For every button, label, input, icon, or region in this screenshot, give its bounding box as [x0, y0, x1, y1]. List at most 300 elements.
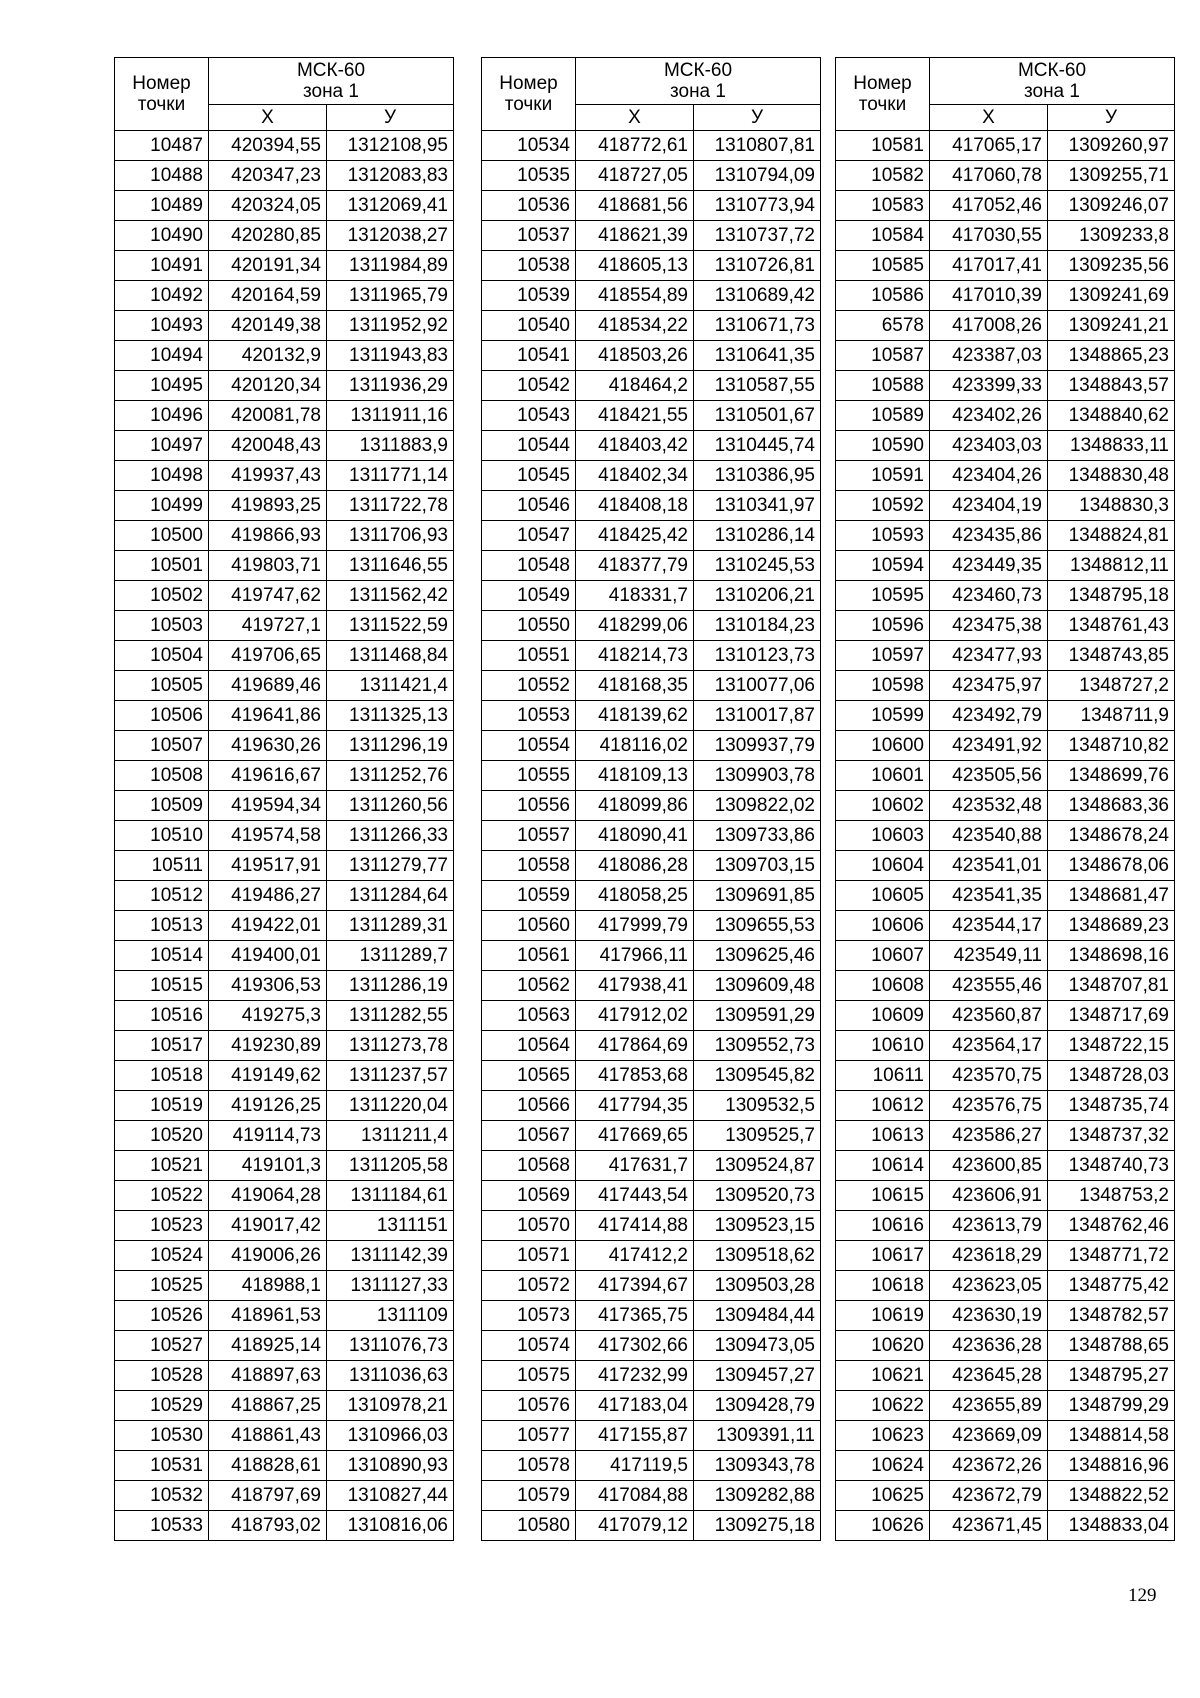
point-number-cell: 10523	[115, 1211, 209, 1241]
table-row	[482, 371, 821, 401]
table-row	[115, 911, 454, 941]
x-coordinate-cell: 418503,26	[576, 341, 694, 371]
table-row	[115, 941, 454, 971]
table-row	[115, 1241, 454, 1271]
x-coordinate-cell: 417999,79	[576, 911, 694, 941]
x-coordinate-cell: 418116,02	[576, 731, 694, 761]
y-coordinate-cell: 1348840,62	[1048, 401, 1175, 431]
y-coordinate-cell: 1311289,31	[327, 911, 454, 941]
table-row	[836, 761, 1175, 791]
y-coordinate-cell: 1311076,73	[327, 1331, 454, 1361]
table-row	[115, 581, 454, 611]
x-coordinate-cell: 423586,27	[930, 1121, 1048, 1151]
point-number-cell: 10610	[836, 1031, 930, 1061]
x-coordinate-cell: 423655,89	[930, 1391, 1048, 1421]
y-coordinate-cell: 1310123,73	[694, 641, 821, 671]
x-coordinate-cell: 420280,85	[209, 221, 327, 251]
point-number-cell: 10578	[482, 1451, 576, 1481]
y-coordinate-cell: 1348761,43	[1048, 611, 1175, 641]
table-row	[482, 341, 821, 371]
y-coordinate-cell: 1310017,87	[694, 701, 821, 731]
table-row	[836, 1361, 1175, 1391]
table-row	[482, 791, 821, 821]
y-coordinate-cell: 1309233,8	[1048, 221, 1175, 251]
table-row	[836, 611, 1175, 641]
y-coordinate-cell: 1309691,85	[694, 881, 821, 911]
table-row	[836, 1421, 1175, 1451]
table-row	[115, 1451, 454, 1481]
point-number-cell: 10624	[836, 1451, 930, 1481]
table-row	[115, 371, 454, 401]
x-coordinate-cell: 418925,14	[209, 1331, 327, 1361]
point-number-cell: 10571	[482, 1241, 576, 1271]
y-coordinate-cell: 1311266,33	[327, 821, 454, 851]
table-row	[482, 641, 821, 671]
point-number-cell: 10553	[482, 701, 576, 731]
point-number-cell: 10534	[482, 131, 576, 161]
table-row	[115, 1331, 454, 1361]
point-number-cell: 10606	[836, 911, 930, 941]
x-coordinate-cell: 419594,34	[209, 791, 327, 821]
x-coordinate-cell: 423387,03	[930, 341, 1048, 371]
point-number-cell: 10607	[836, 941, 930, 971]
point-number-cell: 10517	[115, 1031, 209, 1061]
table-row	[482, 1421, 821, 1451]
x-coordinate-cell: 419866,93	[209, 521, 327, 551]
table-row	[836, 191, 1175, 221]
x-coordinate-cell: 423564,17	[930, 1031, 1048, 1061]
table-row	[482, 1511, 821, 1541]
table-row	[836, 1061, 1175, 1091]
table-row	[836, 521, 1175, 551]
point-number-cell: 10521	[115, 1151, 209, 1181]
x-coordinate-cell: 420149,38	[209, 311, 327, 341]
y-coordinate-cell: 1311220,04	[327, 1091, 454, 1121]
y-coordinate-cell: 1309275,18	[694, 1511, 821, 1541]
x-coordinate-cell: 423544,17	[930, 911, 1048, 941]
y-coordinate-cell: 1309484,44	[694, 1301, 821, 1331]
table-row	[836, 1091, 1175, 1121]
y-coordinate-cell: 1309235,56	[1048, 251, 1175, 281]
point-number-cell: 10569	[482, 1181, 576, 1211]
y-coordinate-cell: 1309609,48	[694, 971, 821, 1001]
table-row	[115, 401, 454, 431]
table-row	[836, 221, 1175, 251]
y-coordinate-cell: 1309255,71	[1048, 161, 1175, 191]
y-coordinate-cell: 1348717,69	[1048, 1001, 1175, 1031]
y-coordinate-cell: 1348771,72	[1048, 1241, 1175, 1271]
point-number-cell: 10563	[482, 1001, 576, 1031]
x-coordinate-cell: 417052,46	[930, 191, 1048, 221]
point-number-header: Номер точки	[836, 58, 930, 131]
table-row	[115, 971, 454, 1001]
point-number-cell: 10499	[115, 491, 209, 521]
table-row	[836, 1481, 1175, 1511]
y-coordinate-cell: 1309733,86	[694, 821, 821, 851]
y-coordinate-cell: 1348689,23	[1048, 911, 1175, 941]
y-coordinate-cell: 1310587,55	[694, 371, 821, 401]
y-coordinate-cell: 1348816,96	[1048, 1451, 1175, 1481]
point-number-cell: 10520	[115, 1121, 209, 1151]
x-coordinate-cell: 417084,88	[576, 1481, 694, 1511]
y-coordinate-cell: 1310184,23	[694, 611, 821, 641]
y-coordinate-cell: 1310978,21	[327, 1391, 454, 1421]
y-coordinate-cell: 1309241,21	[1048, 311, 1175, 341]
y-coordinate-cell: 1309903,78	[694, 761, 821, 791]
table-row	[836, 701, 1175, 731]
point-number-cell: 10555	[482, 761, 576, 791]
y-coordinate-cell: 1311289,7	[327, 941, 454, 971]
x-coordinate-cell: 419149,62	[209, 1061, 327, 1091]
x-coordinate-cell: 417183,04	[576, 1391, 694, 1421]
table-row	[482, 1361, 821, 1391]
x-coordinate-cell: 423477,93	[930, 641, 1048, 671]
y-coordinate-cell: 1311965,79	[327, 281, 454, 311]
y-coordinate-cell: 1311706,93	[327, 521, 454, 551]
table-row	[836, 131, 1175, 161]
point-number-cell: 10508	[115, 761, 209, 791]
point-number-cell: 10575	[482, 1361, 576, 1391]
table-row	[836, 1031, 1175, 1061]
y-coordinate-cell: 1309343,78	[694, 1451, 821, 1481]
table-row	[482, 131, 821, 161]
y-coordinate-cell: 1310966,03	[327, 1421, 454, 1451]
point-number-cell: 10504	[115, 641, 209, 671]
point-number-cell: 10528	[115, 1361, 209, 1391]
table-row	[482, 521, 821, 551]
point-number-cell: 10580	[482, 1511, 576, 1541]
x-coordinate-cell: 417912,02	[576, 1001, 694, 1031]
point-number-cell: 10619	[836, 1301, 930, 1331]
point-number-cell: 10605	[836, 881, 930, 911]
point-number-cell: 10533	[115, 1511, 209, 1541]
point-number-cell: 10622	[836, 1391, 930, 1421]
y-coordinate-cell: 1348743,85	[1048, 641, 1175, 671]
x-coordinate-cell: 423613,79	[930, 1211, 1048, 1241]
x-coordinate-cell: 418421,55	[576, 401, 694, 431]
table-row	[836, 941, 1175, 971]
y-coordinate-cell: 1309241,69	[1048, 281, 1175, 311]
table-row	[836, 1331, 1175, 1361]
x-coordinate-cell: 423541,35	[930, 881, 1048, 911]
y-coordinate-cell: 1348843,57	[1048, 371, 1175, 401]
table-row	[482, 1331, 821, 1361]
point-number-cell: 10487	[115, 131, 209, 161]
x-coordinate-cell: 418961,53	[209, 1301, 327, 1331]
y-coordinate-cell: 1348824,81	[1048, 521, 1175, 551]
x-coordinate-cell: 420164,59	[209, 281, 327, 311]
table-row	[836, 1121, 1175, 1151]
table-row	[482, 311, 821, 341]
y-coordinate-cell: 1310794,09	[694, 161, 821, 191]
point-number-cell: 6578	[836, 311, 930, 341]
y-coordinate-cell: 1348740,73	[1048, 1151, 1175, 1181]
x-coordinate-cell: 418299,06	[576, 611, 694, 641]
x-coordinate-cell: 418408,18	[576, 491, 694, 521]
point-number-cell: 10604	[836, 851, 930, 881]
table-row	[115, 1001, 454, 1031]
x-coordinate-cell: 418988,1	[209, 1271, 327, 1301]
x-coordinate-cell: 418058,25	[576, 881, 694, 911]
x-coordinate-cell: 418727,05	[576, 161, 694, 191]
y-coordinate-cell: 1311325,13	[327, 701, 454, 731]
x-coordinate-cell: 417030,55	[930, 221, 1048, 251]
point-number-cell: 10497	[115, 431, 209, 461]
point-number-cell: 10526	[115, 1301, 209, 1331]
x-coordinate-cell: 420048,43	[209, 431, 327, 461]
x-coordinate-cell: 417365,75	[576, 1301, 694, 1331]
x-coordinate-cell: 418377,79	[576, 551, 694, 581]
x-coordinate-cell: 417794,35	[576, 1091, 694, 1121]
y-coordinate-cell: 1348681,47	[1048, 881, 1175, 911]
y-coordinate-cell: 1311273,78	[327, 1031, 454, 1061]
y-coordinate-cell: 1309246,07	[1048, 191, 1175, 221]
y-coordinate-cell: 1348707,81	[1048, 971, 1175, 1001]
y-coordinate-cell: 1310286,14	[694, 521, 821, 551]
table-row	[482, 1451, 821, 1481]
table-row	[115, 851, 454, 881]
y-coordinate-cell: 1310671,73	[694, 311, 821, 341]
x-coordinate-cell: 423623,05	[930, 1271, 1048, 1301]
x-coordinate-cell: 419006,26	[209, 1241, 327, 1271]
point-number-cell: 10522	[115, 1181, 209, 1211]
table-row	[115, 1481, 454, 1511]
y-header: У	[327, 105, 454, 131]
y-coordinate-cell: 1348822,52	[1048, 1481, 1175, 1511]
table-row	[115, 1301, 454, 1331]
y-coordinate-cell: 1311282,55	[327, 1001, 454, 1031]
table-row	[836, 1151, 1175, 1181]
x-coordinate-cell: 419275,3	[209, 1001, 327, 1031]
y-coordinate-cell: 1309260,97	[1048, 131, 1175, 161]
point-number-cell: 10562	[482, 971, 576, 1001]
table-row	[836, 821, 1175, 851]
table-row	[482, 551, 821, 581]
point-number-cell: 10494	[115, 341, 209, 371]
y-coordinate-cell: 1309391,11	[694, 1421, 821, 1451]
point-number-cell: 10609	[836, 1001, 930, 1031]
x-coordinate-cell: 418464,2	[576, 371, 694, 401]
point-number-cell: 10588	[836, 371, 930, 401]
x-coordinate-cell: 419517,91	[209, 851, 327, 881]
table-row	[482, 1301, 821, 1331]
y-coordinate-cell: 1309518,62	[694, 1241, 821, 1271]
y-coordinate-cell: 1311142,39	[327, 1241, 454, 1271]
x-coordinate-cell: 420081,78	[209, 401, 327, 431]
point-number-cell: 10506	[115, 701, 209, 731]
point-number-cell: 10590	[836, 431, 930, 461]
x-coordinate-cell: 417060,78	[930, 161, 1048, 191]
table-row	[482, 701, 821, 731]
x-coordinate-cell: 418109,13	[576, 761, 694, 791]
y-coordinate-cell: 1311421,4	[327, 671, 454, 701]
point-number-cell: 10557	[482, 821, 576, 851]
table-row	[836, 461, 1175, 491]
table-row	[836, 581, 1175, 611]
x-coordinate-cell: 417394,67	[576, 1271, 694, 1301]
point-number-cell: 10498	[115, 461, 209, 491]
table-row	[836, 791, 1175, 821]
table-row	[482, 1121, 821, 1151]
table-row	[482, 491, 821, 521]
point-number-cell: 10530	[115, 1421, 209, 1451]
x-coordinate-cell: 419727,1	[209, 611, 327, 641]
x-coordinate-cell: 423491,92	[930, 731, 1048, 761]
point-number-cell: 10501	[115, 551, 209, 581]
x-coordinate-cell: 418086,28	[576, 851, 694, 881]
x-coordinate-cell: 420120,34	[209, 371, 327, 401]
point-number-cell: 10556	[482, 791, 576, 821]
x-coordinate-cell: 419400,01	[209, 941, 327, 971]
coordinate-table-1	[114, 57, 454, 1541]
table-row	[115, 731, 454, 761]
table-row	[482, 1151, 821, 1181]
table-row	[482, 761, 821, 791]
table-row	[836, 911, 1175, 941]
table-row	[115, 1091, 454, 1121]
x-coordinate-cell: 419126,25	[209, 1091, 327, 1121]
table-row	[115, 671, 454, 701]
point-number-cell: 10584	[836, 221, 930, 251]
point-number-cell: 10582	[836, 161, 930, 191]
point-number-cell: 10535	[482, 161, 576, 191]
y-coordinate-cell: 1309545,82	[694, 1061, 821, 1091]
x-coordinate-cell: 420132,9	[209, 341, 327, 371]
point-number-header: Номер точки	[482, 58, 576, 131]
table-row	[115, 701, 454, 731]
table-row	[482, 821, 821, 851]
y-coordinate-cell: 1309457,27	[694, 1361, 821, 1391]
y-coordinate-cell: 1311286,19	[327, 971, 454, 1001]
point-number-cell: 10540	[482, 311, 576, 341]
y-coordinate-cell: 1311984,89	[327, 251, 454, 281]
x-coordinate-cell: 418214,73	[576, 641, 694, 671]
x-coordinate-cell: 417065,17	[930, 131, 1048, 161]
y-coordinate-cell: 1310816,06	[327, 1511, 454, 1541]
x-coordinate-cell: 418828,61	[209, 1451, 327, 1481]
table-row	[836, 671, 1175, 701]
x-coordinate-cell: 420347,23	[209, 161, 327, 191]
x-coordinate-cell: 423672,26	[930, 1451, 1048, 1481]
point-number-cell: 10614	[836, 1151, 930, 1181]
x-coordinate-cell: 419114,73	[209, 1121, 327, 1151]
x-coordinate-cell: 423618,29	[930, 1241, 1048, 1271]
table-row	[115, 1151, 454, 1181]
table-row	[482, 1211, 821, 1241]
point-number-cell: 10599	[836, 701, 930, 731]
x-coordinate-cell: 423460,73	[930, 581, 1048, 611]
y-coordinate-cell: 1309703,15	[694, 851, 821, 881]
table-row	[836, 281, 1175, 311]
y-coordinate-cell: 1310726,81	[694, 251, 821, 281]
point-number-cell: 10581	[836, 131, 930, 161]
point-number-cell: 10532	[115, 1481, 209, 1511]
y-coordinate-cell: 1348762,46	[1048, 1211, 1175, 1241]
y-coordinate-cell: 1311952,92	[327, 311, 454, 341]
y-coordinate-cell: 1348814,58	[1048, 1421, 1175, 1451]
point-number-cell: 10507	[115, 731, 209, 761]
y-coordinate-cell: 1348775,42	[1048, 1271, 1175, 1301]
x-coordinate-cell: 418425,42	[576, 521, 694, 551]
point-number-cell: 10577	[482, 1421, 576, 1451]
y-coordinate-cell: 1310445,74	[694, 431, 821, 461]
x-coordinate-cell: 423570,75	[930, 1061, 1048, 1091]
y-coordinate-cell: 1311646,55	[327, 551, 454, 581]
point-number-cell: 10593	[836, 521, 930, 551]
table-row	[836, 641, 1175, 671]
point-number-cell: 10592	[836, 491, 930, 521]
point-number-cell: 10558	[482, 851, 576, 881]
table-row	[482, 1271, 821, 1301]
point-number-cell: 10602	[836, 791, 930, 821]
point-number-cell: 10567	[482, 1121, 576, 1151]
table-row	[836, 401, 1175, 431]
x-coordinate-cell: 423606,91	[930, 1181, 1048, 1211]
x-coordinate-cell: 423532,48	[930, 791, 1048, 821]
x-coordinate-cell: 418534,22	[576, 311, 694, 341]
y-coordinate-cell: 1311184,61	[327, 1181, 454, 1211]
table-row	[482, 191, 821, 221]
coordinate-table-2	[481, 57, 821, 1541]
y-coordinate-cell: 1348678,06	[1048, 851, 1175, 881]
table-row	[115, 311, 454, 341]
point-number-cell: 10515	[115, 971, 209, 1001]
point-number-cell: 10505	[115, 671, 209, 701]
x-coordinate-cell: 419017,42	[209, 1211, 327, 1241]
x-coordinate-cell: 419230,89	[209, 1031, 327, 1061]
y-coordinate-cell: 1310341,97	[694, 491, 821, 521]
x-coordinate-cell: 417966,11	[576, 941, 694, 971]
table-row	[836, 1451, 1175, 1481]
x-coordinate-cell: 417938,41	[576, 971, 694, 1001]
x-coordinate-cell: 419101,3	[209, 1151, 327, 1181]
y-coordinate-cell: 1311936,29	[327, 371, 454, 401]
x-coordinate-cell: 423630,19	[930, 1301, 1048, 1331]
x-coordinate-cell: 419747,62	[209, 581, 327, 611]
x-coordinate-cell: 419937,43	[209, 461, 327, 491]
table-row	[836, 851, 1175, 881]
table-row	[482, 1481, 821, 1511]
point-number-cell: 10537	[482, 221, 576, 251]
x-coordinate-cell: 418797,69	[209, 1481, 327, 1511]
point-number-cell: 10502	[115, 581, 209, 611]
x-coordinate-cell: 417302,66	[576, 1331, 694, 1361]
y-coordinate-cell: 1311522,59	[327, 611, 454, 641]
x-coordinate-cell: 417155,87	[576, 1421, 694, 1451]
table-row	[836, 341, 1175, 371]
table-row	[482, 251, 821, 281]
table-row	[115, 761, 454, 791]
x-coordinate-cell: 418861,43	[209, 1421, 327, 1451]
point-number-cell: 10574	[482, 1331, 576, 1361]
table-row	[115, 131, 454, 161]
y-coordinate-cell: 1348833,11	[1048, 431, 1175, 461]
x-coordinate-cell: 423435,86	[930, 521, 1048, 551]
y-header: У	[694, 105, 821, 131]
table-row	[836, 731, 1175, 761]
table-row	[115, 281, 454, 311]
x-coordinate-cell: 423549,11	[930, 941, 1048, 971]
y-coordinate-cell: 1311943,83	[327, 341, 454, 371]
x-coordinate-cell: 418681,56	[576, 191, 694, 221]
table-row	[115, 1271, 454, 1301]
x-coordinate-cell: 418897,63	[209, 1361, 327, 1391]
x-coordinate-cell: 423541,01	[930, 851, 1048, 881]
table-row	[115, 251, 454, 281]
y-coordinate-cell: 1311260,56	[327, 791, 454, 821]
point-number-cell: 10566	[482, 1091, 576, 1121]
y-coordinate-cell: 1348830,3	[1048, 491, 1175, 521]
